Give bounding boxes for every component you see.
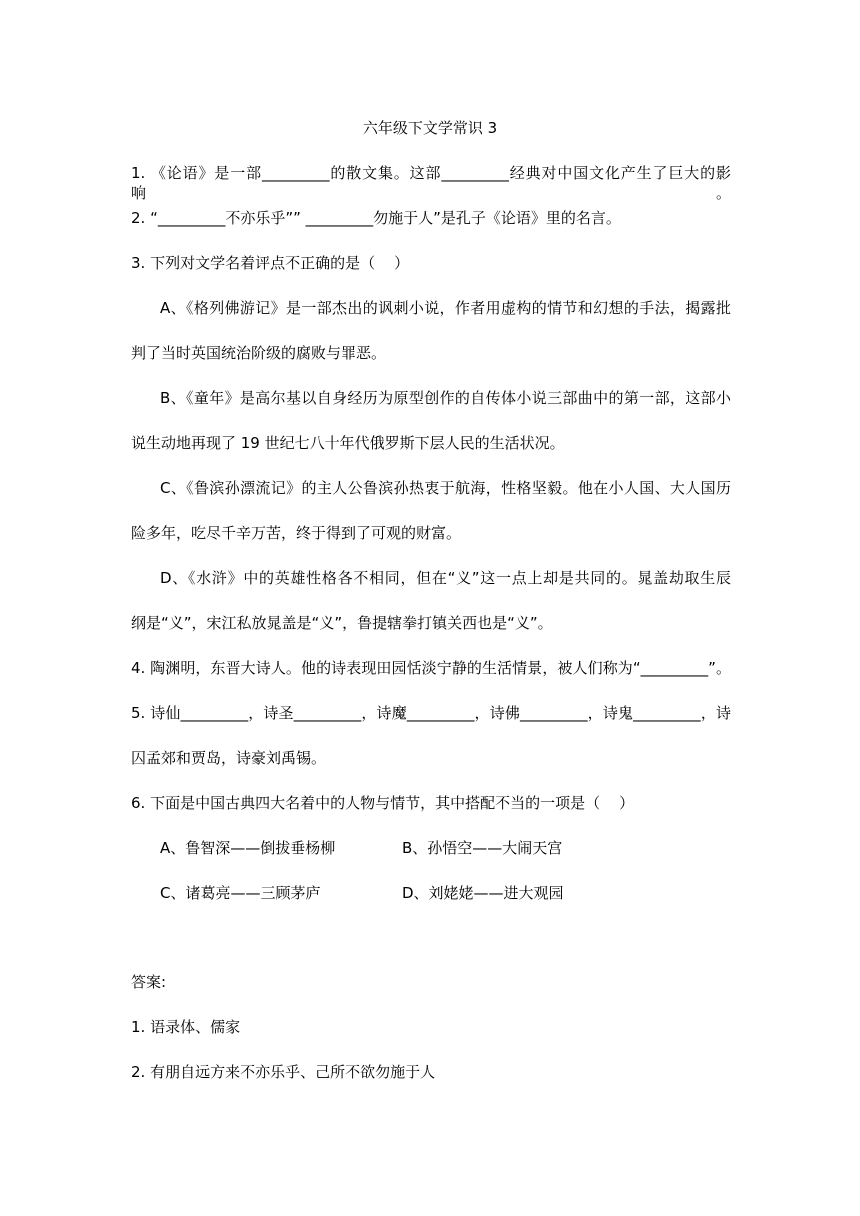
- answer-1: 1. 语录体、儒家: [131, 1018, 241, 1036]
- question-3: 3. 下列对文学名着评点不正确的是（ ）: [131, 254, 410, 272]
- question-4: 4. 陶渊明，东晋大诗人。他的诗表现田园恬淡宁静的生活情景，被人们称为“_________”。: [131, 659, 731, 677]
- answer-2: 2. 有朋自远方来不亦乐乎、己所不欲勿施于人: [131, 1063, 436, 1081]
- question-5-line-2: 囚孟郊和贾岛，诗豪刘禹锡。: [131, 749, 327, 767]
- question-3-option-a-line-2: 判了当时英国统治阶级的腐败与罪恶。: [131, 344, 387, 362]
- question-6-option-b: B、孙悟空——大闹天宫: [402, 839, 563, 857]
- question-2: 2. “_________不亦乐乎”” _________勿施于人”是孔子《论语》里的名言。: [131, 209, 621, 227]
- question-5-line-1: 5. 诗仙_________，诗圣_________，诗魔_________，诗佛_________，诗鬼_________，诗: [131, 704, 731, 722]
- question-3-option-b-line-2: 说生动地再现了 19 世纪七八十年代俄罗斯下层人民的生活状况。: [131, 434, 565, 452]
- question-6-option-a: A、鲁智深——倒拔垂杨柳: [160, 839, 336, 857]
- question-6: 6. 下面是中国古典四大名着中的人物与情节，其中搭配不当的一项是（ ）: [131, 794, 635, 812]
- question-6-option-c: C、诸葛亮——三顾茅庐: [160, 884, 321, 902]
- question-1: 1. 《论语》是一部_________的散文集。这部_________经典对中国文化产生了巨大的影响。: [131, 164, 731, 202]
- question-3-option-d-line-2: 纲是“义”，宋江私放晁盖是“义”，鲁提辖拳打镇关西也是“义”。: [131, 614, 553, 632]
- question-3-option-a-line-1: A、《格列佛游记》是一部杰出的讽刺小说，作者用虚构的情节和幻想的手法，揭露批: [160, 299, 731, 317]
- question-6-option-d: D、刘姥姥——进大观园: [402, 884, 564, 902]
- document-title: 六年级下文学常识 3: [362, 119, 498, 137]
- question-3-option-c-line-2: 险多年，吃尽千辛万苦，终于得到了可观的财富。: [131, 524, 462, 542]
- question-3-option-d-line-1: D、《水浒》中的英雄性格各不相同，但在“义”这一点上却是共同的。晁盖劫取生辰: [160, 569, 731, 587]
- answers-heading: 答案:: [131, 973, 167, 991]
- question-3-option-c-line-1: C、《鲁滨孙漂流记》的主人公鲁滨孙热衷于航海，性格坚毅。他在小人国、大人国历: [160, 479, 731, 497]
- question-3-option-b-line-1: B、《童年》是高尔基以自身经历为原型创作的自传体小说三部曲中的第一部，这部小: [160, 389, 731, 407]
